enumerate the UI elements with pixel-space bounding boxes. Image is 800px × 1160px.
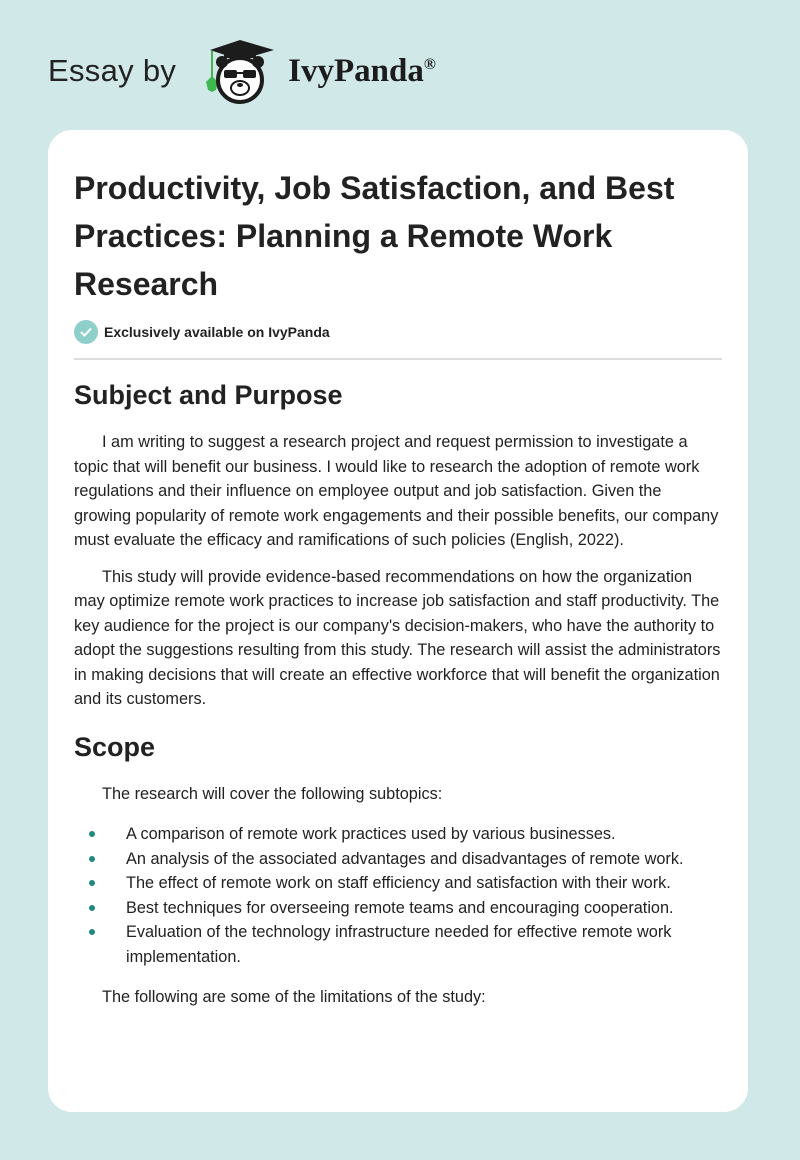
brand-name[interactable] — [288, 53, 436, 90]
list-item: Best techniques for overseeing remote teams and encouraging cooperation. — [74, 896, 722, 921]
exclusive-badge — [74, 320, 722, 344]
section-heading: Subject and Purpose — [74, 380, 343, 410]
paragraph: The following are some of the limitations of the study: — [102, 988, 486, 1006]
badge-text: Exclusively available on IvyPanda — [104, 324, 330, 340]
section-heading: Scope — [74, 731, 156, 762]
essay-title: Productivity, Job Satisfaction, and Best Practices: Planning a Remote Work Research — [74, 170, 675, 302]
paragraph: I am writing to suggest a research project and request permission to investigate a topic that will benefit our business. I would like to research the adoption of remote work regulations and their influence on employee output and job satisfaction. Given the growing popularity of remote work engagements and their possible benefits, our company must evaluate the efficacy and ramifications of such policies (English, 2022). — [74, 433, 719, 549]
essay-card — [48, 130, 748, 1112]
site-header — [48, 36, 436, 106]
list-item: An analysis of the associated advantages and disadvantages of remote work. — [74, 847, 722, 872]
check-icon — [74, 320, 98, 344]
brand-text: IvyPanda — [288, 52, 424, 89]
ivypanda-logo-icon[interactable] — [196, 36, 284, 106]
divider — [74, 358, 722, 360]
paragraph: This study will provide evidence-based recommendations on how the organization may optimize remote work practices to increase job satisfaction and staff productivity. The key audience for the project is our company's decision-makers, who have the authority to adopt the suggestions resulting from this study. The research will assist the administrators in making decisions that will create an effective workforce that will benefit the organization and its customers. — [74, 567, 721, 708]
registered-mark: ® — [423, 55, 436, 73]
list-item: The effect of remote work on staff efficiency and satisfaction with their work. — [74, 871, 722, 896]
essay-by-label: Essay by — [48, 53, 177, 88]
list-item: Evaluation of the technology infrastructure needed for effective remote work implementation. — [74, 920, 722, 969]
paragraph: The research will cover the following subtopics: — [102, 784, 443, 803]
subtopics-list — [74, 822, 722, 969]
list-item: A comparison of remote work practices used by various businesses. — [74, 822, 722, 847]
